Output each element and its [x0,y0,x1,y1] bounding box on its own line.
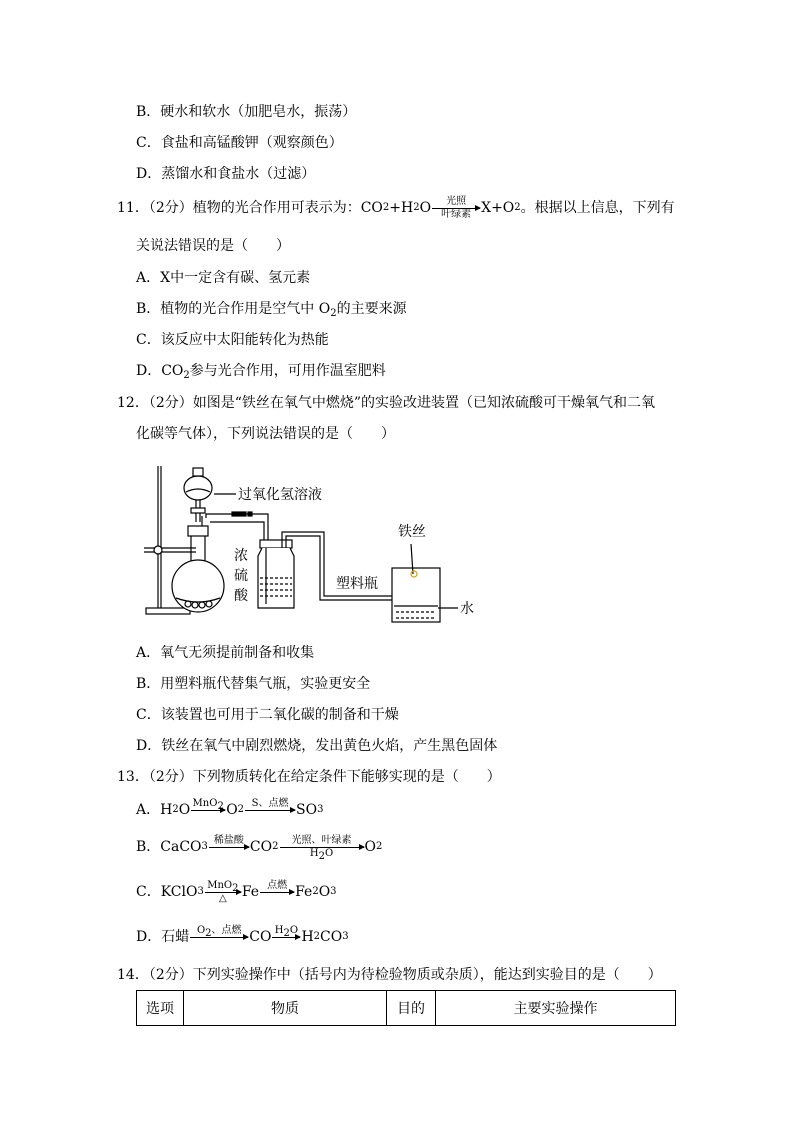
q13-option-c: C．KClO 3 MnO$_2$ △ Fe 点燃 Fe 2 O 3 [136,880,337,904]
reaction-arrow: MnO$_2$ △ [205,880,241,904]
q11-option-b: B．植物的光合作用是空气中 $O_2$的主要来源 [136,301,407,319]
q11-stem-line2: 关说法错误的是（ ） [136,238,290,254]
q11-option-d: D．$CO_2$参与光合作用，可用作温室肥料 [136,363,386,381]
reaction-arrow [432,196,480,220]
q12-option-c: C．该装置也可用于二氧化碳的制备和干燥 [136,707,399,723]
label-concentrated: 浓 [234,548,248,564]
gas-washing-bottle [260,540,292,548]
table-header-cell: 目的 [387,991,436,1026]
q10-option-c: C．食盐和高锰酸钾（观察颜色） [136,135,343,151]
experiment-apparatus-figure [136,456,496,628]
table-header-cell: 选项 [137,991,184,1026]
q12-stem-line2: 化碳等气体），下列说法错误的是（ ） [136,426,395,442]
q13-option-a: A．H 2 O MnO$_2$ O 2 S、点燃 SO 3 [136,798,324,822]
table-header-cell: 主要实验操作 [436,991,676,1026]
q11-h2o: +H [389,200,414,216]
label-sulfuric: 硫 [234,568,248,584]
label-acid: 酸 [234,588,248,604]
reaction-arrow: S、点燃 [245,798,295,822]
arrow-condition-top: 光照 [446,196,467,207]
reaction-arrow: $H_2O$ [272,925,300,949]
label-iron-wire: 铁丝 [398,524,426,540]
q13-option-b: B．CaCO 3 稀盐酸 CO 2 光照、叶绿素 $H_2O$ O 2 [136,835,383,862]
q11-number: 11．（2分）植物的光合作用可表示为：CO [117,200,383,216]
q10-option-d: D．蒸馏水和食盐水（过滤） [136,166,316,182]
q13-option-d: D．石蜡 $O_2$、点燃 CO $H_2O$ H 2 CO 3 [136,925,349,949]
reaction-arrow: $O_2$、点燃 [190,925,248,949]
q10-option-b: B．硬水和软水（加肥皂水，振荡） [136,104,357,120]
label-plastic-bottle: 塑料瓶 [336,576,378,592]
separatory-funnel [184,476,212,500]
q12-option-b: B．用塑料瓶代替集气瓶，实验更安全 [136,676,371,692]
q11-stem: 11．（2分）植物的光合作用可表示为：CO 2 +H 2 O 光照 叶绿素 X+O 2 。根据以上信息，下列有 [117,196,675,220]
reaction-arrow: 光照、叶绿素 $H_2O$ [280,835,364,859]
label-water: 水 [460,601,474,617]
table-header-row [137,991,676,1026]
reaction-arrow: 稀盐酸 [209,835,249,859]
q11-o: O [419,200,432,216]
q12-option-d: D．铁丝在氧气中剧烈燃烧，发出黄色火焰，产生黑色固体 [136,738,498,754]
stand-base [146,608,190,614]
q11-option-a: A．X中一定含有碳、氢元素 [136,270,311,286]
q11-stem-tail: 。根据以上信息，下列有 [520,200,675,216]
reaction-arrow: MnO$_2$ [192,798,224,812]
q14-stem: 14．（2分）下列实验操作中（括号内为待检验物质或杂质），能达到实验目的是（ ） [117,967,662,983]
label-hydrogen-peroxide: 过氧化氢溶液 [238,487,322,503]
q11-products: X+O [481,200,515,216]
q12-stem-line1: 12．（2分）如图是“铁丝在氧气中燃烧”的实验改进装置（已知浓硫酸可干燥氧气和二氧 [117,395,656,411]
q11-option-c: C．该反应中太阳能转化为热能 [136,332,329,348]
q12-option-a: A．氧气无须提前制备和收集 [136,645,315,661]
table-header-cell: 物质 [184,991,387,1026]
q13-stem: 13．（2分）下列物质转化在给定条件下能够实现的是（ ） [117,769,501,785]
q14-table [136,990,676,1026]
reaction-arrow: 点燃 [260,880,294,904]
arrow-condition-bottom: 叶绿素 [441,209,472,220]
